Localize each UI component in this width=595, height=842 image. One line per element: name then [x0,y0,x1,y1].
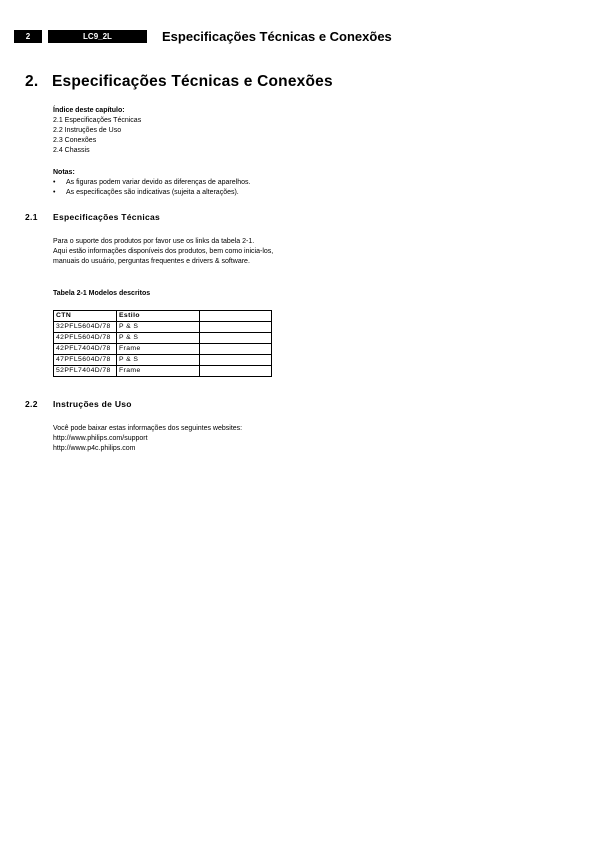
table-cell-empty [200,333,272,344]
toc-item: 2.4 Chassis [53,147,90,154]
table-caption: Tabela 2-1 Modelos descritos [53,290,151,297]
models-table [53,310,272,377]
table-header-cell [200,311,272,322]
table-header-cell: CTN [54,311,117,322]
table-row [54,344,272,355]
section-title: Especificações Técnicas [53,212,161,222]
note-item: As especificações são indicativas (sujeita a alterações). [66,189,239,196]
table-header-cell: Estilo [117,311,200,322]
section-number: 2.2 [25,399,38,409]
toc-item: 2.3 Conexões [53,137,97,144]
running-header-title: Especificações Técnicas e Conexões [162,29,392,44]
table-cell-style: P & S [117,333,200,344]
notes-heading: Notas: [53,169,75,176]
bullet-icon: • [53,189,56,196]
model-code-badge: LC9_2L [48,30,147,43]
note-item: As figuras podem variar devido as diferenças de aparelhos. [66,179,251,186]
table-cell-style: Frame [117,344,200,355]
table-header-row [54,311,272,322]
table-cell-empty [200,366,272,377]
toc-heading: Índice deste capítulo: [53,107,125,114]
section-number: 2.1 [25,212,38,222]
table-cell-style: P & S [117,355,200,366]
table-row [54,366,272,377]
table-row [54,322,272,333]
section-paragraph-line: manuais do usuário, perguntas frequentes e drivers & software. [53,258,250,265]
chapter-title-text: Especificações Técnicas e Conexões [52,73,333,90]
section-text-line: Você pode baixar estas informações dos seguintes websites: [53,425,243,432]
support-link[interactable]: http://www.p4c.philips.com [53,445,136,452]
table-cell-empty [200,322,272,333]
table-cell-ctn: 47PFL5604D/78 [54,355,117,366]
section-title: Instruções de Uso [53,399,132,409]
page-number-badge: 2 [14,30,42,43]
table-cell-ctn: 52PFL7404D/78 [54,366,117,377]
chapter-number: 2. [25,73,39,90]
section-paragraph-line: Aqui estão informações disponíveis dos produtos, bem como inicia-los, [53,248,274,255]
table-cell-ctn: 42PFL7404D/78 [54,344,117,355]
table-row [54,333,272,344]
toc-item: 2.2 Instruções de Uso [53,127,122,134]
support-link[interactable]: http://www.philips.com/support [53,435,148,442]
table-cell-style: Frame [117,366,200,377]
table-cell-style: P & S [117,322,200,333]
table-cell-empty [200,355,272,366]
table-row [54,355,272,366]
bullet-icon: • [53,179,56,186]
table-cell-empty [200,344,272,355]
table-cell-ctn: 32PFL5604D/78 [54,322,117,333]
chapter-title [25,73,333,91]
section-paragraph-line: Para o suporte dos produtos por favor use os links da tabela 2-1. [53,238,255,245]
toc-item: 2.1 Especificações Técnicas [53,117,142,124]
table-cell-ctn: 42PFL5604D/78 [54,333,117,344]
